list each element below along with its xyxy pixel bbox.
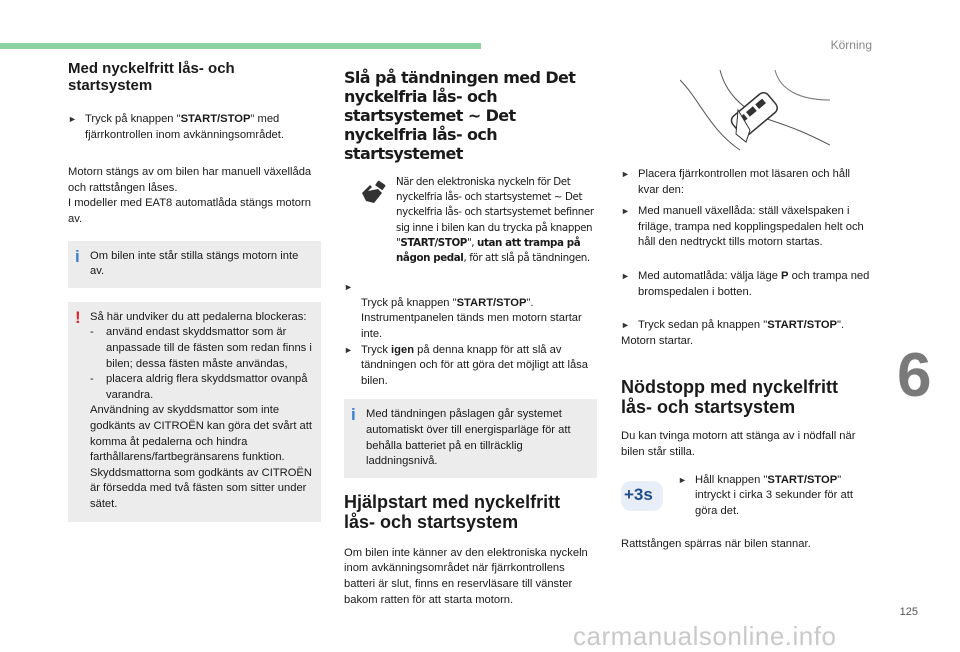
col2-info-box: i Med tändningen påslagen går systemet automatiskt över till energisparläge för att behålla batteriet på en tillräcklig laddningsnivå.	[344, 399, 597, 477]
info-icon: i	[351, 405, 356, 425]
bullet-marker-icon: ►	[621, 270, 630, 281]
warning-icon: !	[75, 307, 81, 327]
col3-step-3: ► Med automatlåda: välja läge P och trampa ned bromspedalen i botten.	[621, 269, 870, 298]
col1-info-box: i Om bilen inte står stilla stängs motorn inte av.	[68, 241, 321, 288]
col3-engine-starts: Motorn startar.	[621, 334, 694, 347]
warning-dash-1: - använd endast skyddsmattor som är anpassade till de fästen som redan finns i bilen; dessa fästen måste användas,	[90, 326, 312, 370]
col2-paragraph: Om bilen inte känner av den elektroniska nyckeln inom avkänningsområdet när fjärrkontrollens batteri är slut, finns en reservläsare till vänster bakom ratten för att starta motorn.	[344, 546, 588, 606]
col3-hold-instruction: +3s ► Håll knappen "START/STOP" intryckt i cirka 3 sekunder för att göra det.	[621, 473, 874, 521]
col1-step-1: ► Tryck på knappen "START/STOP" med fjärrkontrollen inom avkänningsområdet.	[68, 113, 284, 141]
col3-step-4: ► Tryck sedan på knappen "START/STOP".	[621, 318, 874, 334]
bullet-marker-icon: ►	[344, 282, 353, 293]
section-color-bar	[0, 43, 481, 49]
col3-step-1: ► Placera fjärrkontrollen mot läsaren och håll kvar den:	[621, 168, 851, 196]
col3-paragraph-end: Rattstången spärras när bilen stannar.	[621, 537, 811, 550]
col1-warning-box: ! Så här undviker du att pedalerna blockeras: - använd endast skyddsmattor som är anpassade till de fästen som redan finns i bilen; dessa fästen måste användas, - placera aldrig flera skyddsmattor ovanpå varandra. Användning av skyddsmattor som inte godkänts av CITROËN kan göra det svårt att komma åt pedalerna och hindra farthållarens/fartbegränsarens funktion. Skyddsmattorna som godkänts av CITROËN är försedda med två fästen som sitter under sätet.	[68, 302, 321, 523]
col1-title: Med nyckelfritt lås- och startsystem	[68, 60, 235, 94]
col2-note: När den elektroniska nyckeln för Det nyckelfria lås- och startsystemet ~ Det nyckelfria lås- och startsystemet befinner sig inne i bilen kan du trycka på knappen "START/STOP", utan att trampa på någon pedal, för att slå på tändningen.	[344, 175, 597, 266]
col3-paragraph: Du kan tvinga motorn att stänga av i nödfall när bilen står stilla.	[621, 430, 856, 458]
bullet-marker-icon: ►	[621, 206, 630, 217]
watermark: carmanualsonline.info	[573, 621, 837, 651]
hand-key-icon	[358, 179, 388, 207]
info-icon: i	[75, 246, 80, 266]
bullet-marker-icon: ►	[344, 344, 353, 355]
bullet-marker-icon: ►	[621, 320, 630, 331]
column-2	[344, 68, 597, 608]
column-1	[68, 60, 321, 522]
col2-step-2: ► Tryck igen på denna knapp för att slå av tändningen och för att göra det möjligt att låsa bilen.	[344, 343, 589, 387]
col2-title-2: Hjälpstart med nyckelfritt lås- och startsystem	[344, 491, 561, 532]
key-reader-illustration	[680, 70, 830, 160]
warning-dash-2: - placera aldrig flera skyddsmattor ovanpå varandra.	[90, 373, 308, 401]
col2-title: Slå på tändningen med Det nyckelfria lås- och startsystemet ~ Det nyckelfria lås- och startsystemet	[344, 68, 576, 163]
bullet-marker-icon: ►	[68, 114, 77, 124]
section-label: Körning	[830, 38, 872, 52]
col3-step-2: ► Med manuell växellåda: ställ växelspaken i friläge, trampa ned kopplingspedalen helt och håll den nedtryckt tills motorn startas.	[621, 205, 864, 249]
page-number: 125	[899, 606, 918, 618]
col1-paragraph: Motorn stängs av om bilen har manuell växellåda och rattstången låses. I modeller med EAT8 automatlåda stängs motorn av.	[68, 166, 312, 225]
chapter-number: 6	[897, 341, 932, 410]
col3-title: Nödstopp med nyckelfritt lås- och startsystem	[621, 377, 839, 418]
bullet-marker-icon: ►	[621, 169, 630, 179]
bullet-marker-icon: ►	[678, 474, 687, 485]
hold-3s-badge: +3s	[621, 481, 663, 511]
column-3	[621, 167, 874, 552]
col2-step-1: ► Tryck på knappen "START/STOP". Instrumentpanelen tänds men motorn startar inte.	[344, 282, 582, 340]
